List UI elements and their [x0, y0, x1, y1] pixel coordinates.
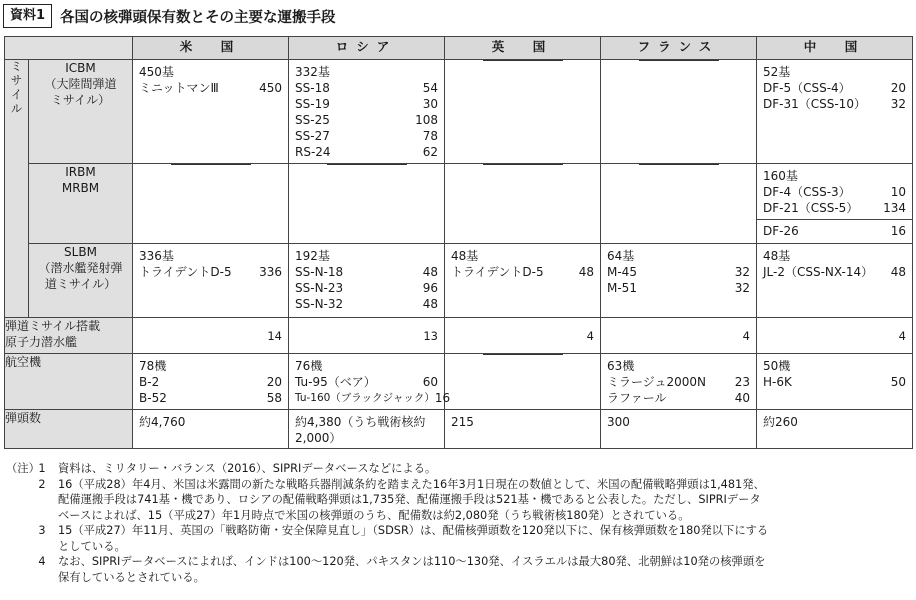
page-title: 各国の核弾頭保有数とその主要な運搬手段 — [60, 9, 336, 26]
list-item: B-52 58 — [139, 391, 282, 405]
none-dash — [483, 354, 563, 355]
warheads-russia-line2: 2,000） — [295, 431, 342, 445]
row-header-submarines-line1: 弾道ミサイル搭載 — [5, 319, 101, 333]
cell-sub-france: 4 — [601, 318, 757, 354]
list-item: DF-21（CSS-5） 134 — [763, 201, 906, 215]
cell-slbm-uk — [445, 244, 601, 318]
row-header-icbm-line1: ICBM — [65, 61, 96, 75]
cell-total: 336基 — [139, 249, 174, 263]
cell-total: 63機 — [607, 359, 635, 373]
cell-icbm-uk — [445, 60, 601, 164]
cell-total: 76機 — [295, 359, 323, 373]
list-item: DF-26 16 — [763, 224, 906, 238]
column-header-russia: ロシア — [289, 37, 445, 60]
missile-group-header — [5, 60, 29, 318]
list-item: ラファール 40 — [607, 391, 750, 405]
cell-warheads-russia — [289, 410, 445, 449]
cell-irbm-france — [601, 164, 757, 244]
cell-irbm-us — [133, 164, 289, 244]
row-header-slbm-line1: SLBM — [64, 245, 97, 259]
row-header-submarines — [5, 318, 133, 354]
cell-aircraft-france — [601, 354, 757, 410]
list-item: DF-31（CSS-10） 32 — [763, 97, 906, 111]
table-header-row — [5, 37, 913, 60]
list-item: Tu-95（ベア） 60 — [295, 375, 438, 389]
corner-cell — [5, 37, 133, 60]
title-bar — [3, 4, 336, 28]
cell-icbm-us — [133, 60, 289, 164]
cell-warheads-china: 約260 — [757, 410, 913, 449]
row-header-irbm — [29, 164, 133, 244]
row-header-irbm-line2: MRBM — [61, 181, 100, 195]
cell-total: 64基 — [607, 249, 635, 263]
cell-sub-us: 14 — [133, 318, 289, 354]
cell-aircraft-russia — [289, 354, 451, 410]
list-item: H-6K 50 — [763, 375, 906, 389]
column-header-uk: 英 国 — [445, 37, 601, 60]
cell-aircraft-china — [757, 354, 913, 410]
cell-slbm-china — [757, 244, 913, 318]
list-item: SS-N-23 96 — [295, 281, 438, 295]
missile-label: ミサイル — [9, 60, 23, 116]
cell-total: 192基 — [295, 249, 330, 263]
cell-total: 48基 — [763, 249, 791, 263]
nuclear-table — [4, 36, 913, 449]
note-4: 4 なお、SIPRIデータベースによれば、インドは100〜120発、パキスタンは110〜130発、イスラエルは最大80発、北朝鮮は10発の核弾頭を 保有しているとされている。 — [38, 555, 766, 584]
list-item: JL-2（CSS-NX-14） 48 — [763, 265, 906, 279]
warheads-russia-line1: 約4,380（うち戦術核約 — [295, 415, 426, 429]
row-header-icbm-line3: ミサイル） — [50, 93, 111, 107]
cell-warheads-us: 約4,760 — [133, 410, 289, 449]
notes-section — [6, 461, 912, 585]
cell-total: 78機 — [139, 359, 167, 373]
none-dash — [171, 164, 251, 165]
row-submarines — [5, 318, 913, 354]
list-item: B-2 20 — [139, 375, 282, 389]
list-item: トライデントD-5 48 — [451, 265, 594, 279]
list-item: ミニットマンⅢ 450 — [139, 81, 282, 95]
cell-icbm-france — [601, 60, 757, 164]
list-item: DF-5（CSS-4） 20 — [763, 81, 906, 95]
list-item: トライデントD-5 336 — [139, 265, 282, 279]
none-dash — [483, 60, 563, 61]
column-header-china: 中 国 — [757, 37, 913, 60]
cell-irbm-uk — [445, 164, 601, 244]
note-3: 3 15（平成27）年11月、英国の「戦略防衛・安全保障見直し」（SDSR）は、配備核弾頭数を120発以下に、保有核弾頭数を180発以下にする としている。 — [38, 524, 769, 553]
column-header-us: 米 国 — [133, 37, 289, 60]
list-item: DF-4（CSS-3） 10 — [763, 185, 906, 199]
cell-sub-china: 4 — [757, 318, 913, 354]
column-header-france: フランス — [601, 37, 757, 60]
row-slbm — [5, 244, 913, 318]
row-header-submarines-line2: 原子力潜水艦 — [5, 335, 78, 349]
cell-icbm-china — [757, 60, 913, 164]
cell-aircraft-us — [133, 354, 289, 410]
cell-total: 52基 — [763, 65, 791, 79]
row-header-icbm — [29, 60, 133, 164]
list-item: SS-19 30 — [295, 97, 438, 111]
row-header-aircraft: 航空機 — [5, 354, 133, 410]
list-item: SS-27 78 — [295, 129, 438, 143]
row-header-irbm-line1: IRBM — [65, 165, 96, 179]
cell-aircraft-uk — [445, 354, 601, 410]
list-item: SS-N-32 48 — [295, 297, 438, 311]
none-dash — [639, 164, 719, 165]
none-dash — [327, 164, 407, 165]
cell-slbm-us — [133, 244, 289, 318]
cell-total: 48基 — [451, 249, 479, 263]
cell-total: 50機 — [763, 359, 791, 373]
list-item: Tu-160（ブラックジャック） 16 — [295, 391, 451, 405]
none-dash — [483, 164, 563, 165]
cell-total: 450基 — [139, 65, 174, 79]
cell-sub-russia: 13 — [289, 318, 445, 354]
row-header-slbm — [29, 244, 133, 318]
row-header-warheads: 弾頭数 — [5, 410, 133, 449]
list-item: SS-25 108 — [295, 113, 438, 127]
row-icbm — [5, 60, 913, 164]
row-irbm — [5, 164, 913, 244]
cell-warheads-france: 300 — [601, 410, 757, 449]
document-badge: 資料1 — [3, 4, 52, 28]
cell-total: 332基 — [295, 65, 330, 79]
cell-slbm-russia — [289, 244, 445, 318]
cell-sub-uk: 4 — [445, 318, 601, 354]
cell-slbm-france — [601, 244, 757, 318]
row-header-slbm-line2: （潜水艦発射弾 — [38, 261, 123, 275]
list-item: M-51 32 — [607, 281, 750, 295]
row-header-slbm-line3: 道ミサイル） — [44, 277, 117, 291]
cell-irbm-china — [757, 164, 913, 244]
note-1: （注） 1 資料は、ミリタリー・バランス（2016）、SIPRIデータベースなどによる。 — [6, 462, 437, 475]
list-item: RS-24 62 — [295, 145, 438, 159]
cell-total: 160基 — [763, 169, 798, 183]
cell-irbm-russia — [289, 164, 445, 244]
list-item: M-45 32 — [607, 265, 750, 279]
row-aircraft — [5, 354, 913, 410]
cell-warheads-uk: 215 — [445, 410, 601, 449]
list-item: ミラージュ2000N 23 — [607, 375, 750, 389]
row-header-icbm-line2: （大陸間弾道 — [44, 77, 117, 91]
none-dash — [639, 60, 719, 61]
notes-label: （注） — [6, 462, 40, 475]
list-item: SS-N-18 48 — [295, 265, 438, 279]
cell-icbm-russia — [289, 60, 445, 164]
list-item: SS-18 54 — [295, 81, 438, 95]
row-warheads — [5, 410, 913, 449]
note-2: 2 16（平成28）年4月、米国は米露間の新たな戦略兵器削減条約を踏まえた16年3月1日現在の数値として、米国の配備戦略弾頭は1,481発、 配備運搬手段は741基・機であり、ロシアの配備戦略弾頭は1,735発、配備運搬手段は521基・機であると公表した。ただし、SIPRIデータ ベースによれば、15（平成27）年1月時点で米国の核弾頭のうち、配備数は約2,080発（うち戦術核180発）とされている。 — [38, 477, 765, 522]
